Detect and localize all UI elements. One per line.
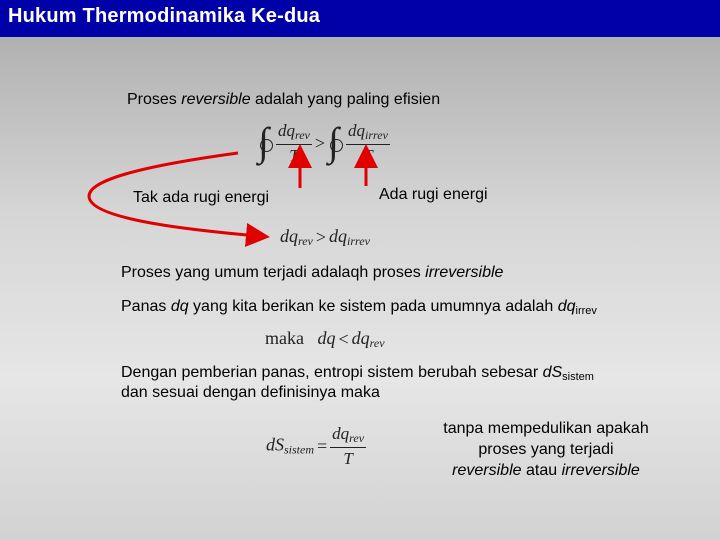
less-than-symbol: < [338, 329, 349, 350]
arrow-curved [89, 153, 258, 236]
closed-integral-symbol: ∫ [258, 120, 276, 166]
statement-heat-dq [121, 298, 597, 317]
statement4-text: Dengan pemberian panas, entropi sistem berubah sebesar [121, 364, 543, 381]
sub-rev: rev [295, 127, 310, 142]
statement-irreversible [121, 264, 503, 282]
statement-definition: dan sesuai dengan definisinya maka [121, 384, 380, 401]
den-T-2: T [363, 145, 373, 165]
fraction-dq-rev-T [330, 424, 366, 469]
maka-word: maka [265, 328, 304, 348]
statement3-sub: irrev [575, 305, 597, 317]
closed-integral-symbol-2: ∫ [328, 120, 346, 166]
maka-sub-rev: rev [369, 336, 385, 350]
eq-den-T: T [343, 449, 353, 468]
greater-than-symbol: > [314, 132, 326, 153]
note-line-2: proses yang terjadi [478, 441, 614, 458]
num-dq: dq [278, 120, 295, 140]
num-dq-2: dq [348, 120, 366, 140]
maka-dq-right: dq [351, 328, 370, 348]
statement2-italic: irreversible [425, 264, 504, 281]
greater-than-symbol-2: > [315, 227, 327, 248]
sub-rev-2: rev [298, 234, 313, 248]
entropy-equation [266, 424, 366, 469]
equals-symbol: = [317, 436, 328, 456]
statement-italic: reversible [181, 91, 251, 108]
statement-text-end: adalah yang paling efisien [250, 91, 441, 108]
label-no-energy-loss: Tak ada rugi energi [133, 189, 270, 206]
maka-inequality [265, 328, 385, 351]
note-line-3 [430, 460, 662, 481]
statement4-sub: sistem [562, 371, 594, 383]
slide-title: Hukum Thermodinamika Ke-dua [8, 5, 321, 27]
note-line-1: tanpa mempedulikan apakah [443, 420, 649, 437]
dq-right: dq [329, 226, 348, 246]
statement-entropy [121, 364, 594, 383]
dq-left: dq [280, 226, 298, 246]
note-irreversible: irreversible [561, 462, 640, 479]
inequality-dq [280, 226, 370, 249]
lhs-sub-sistem: sistem [284, 442, 314, 457]
statement3-text: Panas [121, 298, 171, 315]
note-reversible: reversible [452, 462, 522, 479]
note-atau: atau [521, 462, 562, 479]
statement3-italic: dq [170, 298, 189, 315]
label-energy-loss: Ada rugi energi [379, 186, 488, 203]
lhs-dS: dS [266, 434, 284, 455]
statement4-dS: dS [542, 364, 563, 381]
den-T: T [289, 145, 299, 165]
statement-text: Proses [127, 91, 182, 108]
sub-irrev-2: irrev [347, 234, 370, 248]
statement3-middle: yang kita berikan ke sistem pada umumnya adalah [188, 298, 558, 315]
statement2-text: Proses yang umum terjadi adalaqh proses [121, 264, 426, 281]
maka-dq-left: dq [317, 328, 336, 348]
note-block [430, 418, 662, 481]
eq-num-dq: dq [332, 424, 350, 443]
eq-num-sub: rev [349, 431, 365, 445]
sub-irrev: irrev [365, 127, 388, 142]
statement3-dq: dq [557, 298, 576, 315]
